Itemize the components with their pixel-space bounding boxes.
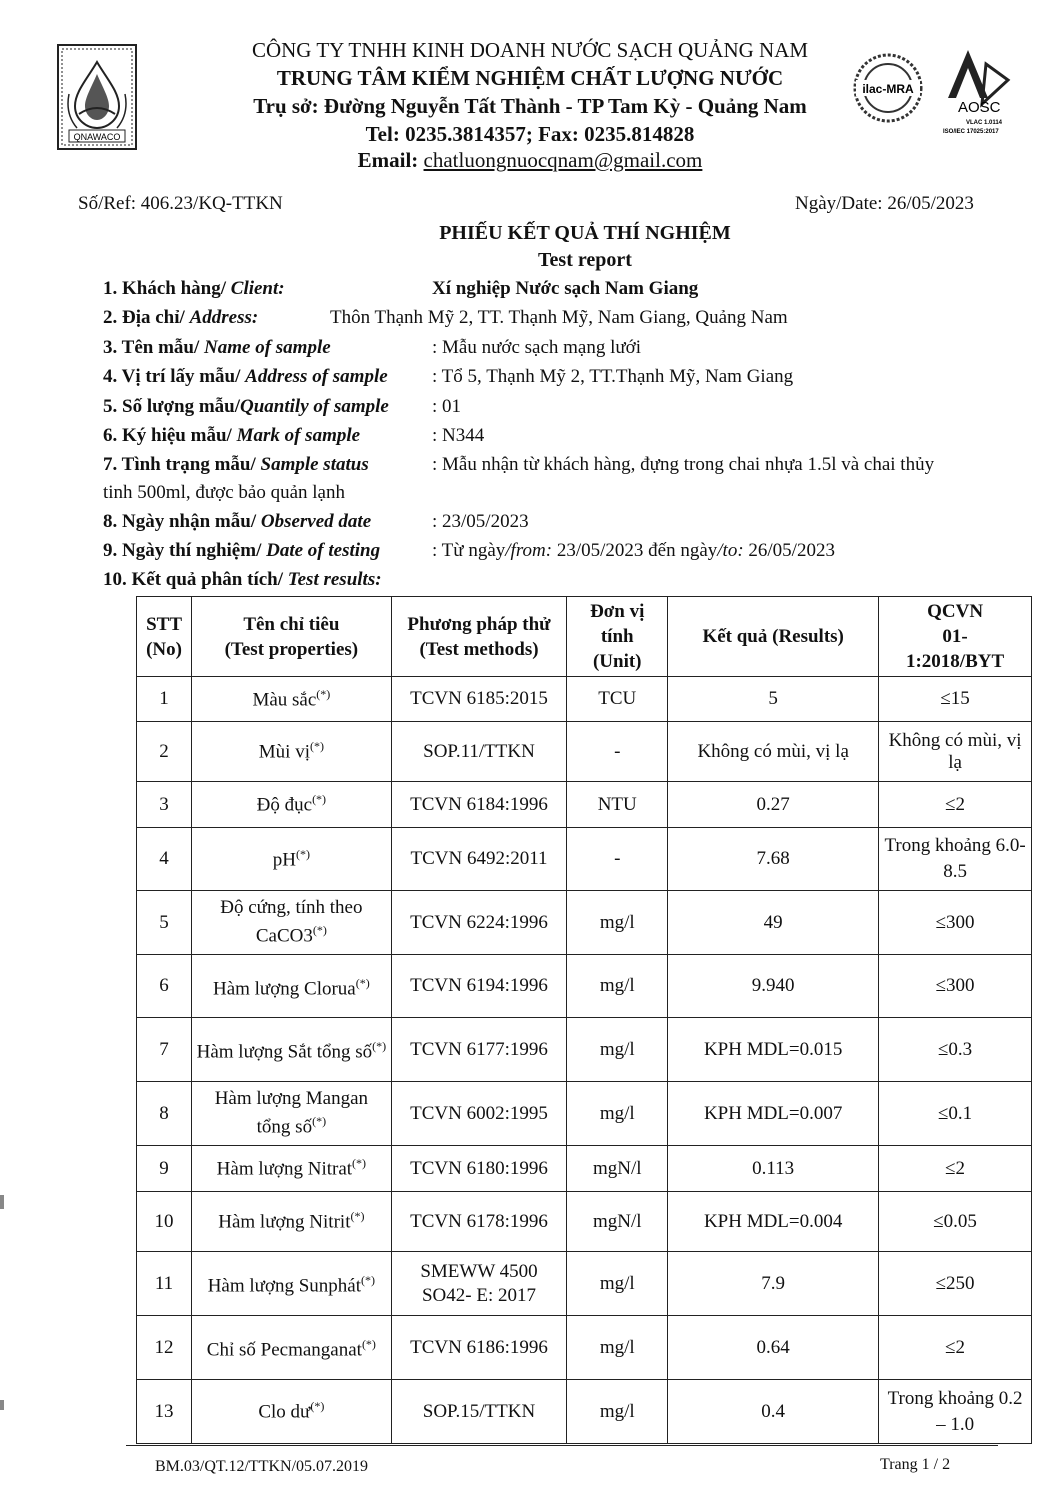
row-unit: mg/l <box>567 955 668 1018</box>
row-unit: NTU <box>567 782 668 828</box>
row-no: 1 <box>137 677 192 722</box>
row-method: TCVN 6186:1996 <box>391 1316 567 1380</box>
table-row <box>137 1316 1032 1380</box>
info-observed-date: 8. Ngày nhận mẫu/ Observed date <box>103 511 372 532</box>
row-limit: ≤300 <box>879 891 1032 955</box>
row-method: TCVN 6492:2011 <box>391 828 567 891</box>
row-no: 7 <box>137 1018 192 1082</box>
row-no: 12 <box>137 1316 192 1380</box>
company-address: Trụ sở: Đường Nguyễn Tất Thành - TP Tam Kỳ - Quảng Nam <box>253 94 807 118</box>
header-method: Phương pháp thử (Test methods) <box>391 597 567 677</box>
header-name: Tên chỉ tiêu (Test properties) <box>192 597 392 677</box>
row-result: 49 <box>668 891 879 955</box>
company-tel: Tel: 0235.3814357; Fax: 0235.814828 <box>365 122 695 146</box>
row-result: Không có mùi, vị lạ <box>668 722 879 782</box>
row-limit: ≤0.3 <box>879 1018 1032 1082</box>
row-limit: Trong khoảng 0.2 – 1.0 <box>879 1380 1032 1444</box>
reference-number: Số/Ref: 406.23/KQ-TTKN <box>78 193 283 214</box>
row-no: 8 <box>137 1082 192 1146</box>
row-method: SOP.11/TTKN <box>391 722 567 782</box>
testing-date-value: : Từ ngày/from: 23/05/2023 đến ngày/to: 26/05/2023 <box>432 540 835 561</box>
row-method: SOP.15/TTKN <box>391 1380 567 1444</box>
row-name: Hàm lượng Nitrit(*) <box>192 1192 392 1252</box>
row-unit: - <box>567 828 668 891</box>
row-result: 7.68 <box>668 828 879 891</box>
report-date: Ngày/Date: 26/05/2023 <box>795 193 974 214</box>
sample-mark-value: : N344 <box>432 425 485 446</box>
row-result: 7.9 <box>668 1252 879 1316</box>
company-name: CÔNG TY TNHH KINH DOANH NƯỚC SẠCH QUẢNG NAM <box>251 38 809 62</box>
row-limit: Không có mùi, vị lạ <box>879 722 1032 782</box>
ilac-text: ilac-MRA <box>862 82 914 96</box>
address-value: Thôn Thạnh Mỹ 2, TT. Thạnh Mỹ, Nam Giang, Quảng Nam <box>330 307 788 328</box>
table-row <box>137 1380 1032 1444</box>
row-name: Chỉ số Pecmanganat(*) <box>192 1316 392 1380</box>
row-unit: mg/l <box>567 1316 668 1380</box>
company-logo <box>57 44 137 150</box>
table-row <box>137 891 1032 955</box>
row-no: 13 <box>137 1380 192 1444</box>
table-row <box>137 1082 1032 1146</box>
row-unit: TCU <box>567 677 668 722</box>
sample-quantity-value: : 01 <box>432 396 462 417</box>
row-unit: mg/l <box>567 1380 668 1444</box>
sample-status-value: : Mẫu nhận từ khách hàng, đựng trong chai nhựa 1.5l và chai thủy <box>432 454 935 475</box>
row-unit: - <box>567 722 668 782</box>
row-unit: mg/l <box>567 1252 668 1316</box>
scan-edge-mark <box>0 1195 4 1209</box>
row-unit: mg/l <box>567 1018 668 1082</box>
scan-edge-mark <box>0 1400 4 1410</box>
row-result: KPH MDL=0.004 <box>668 1192 879 1252</box>
table-row <box>137 1018 1032 1082</box>
report-title-vi: PHIẾU KẾT QUẢ THÍ NGHIỆM <box>439 222 731 244</box>
row-limit: ≤0.1 <box>879 1082 1032 1146</box>
row-method: TCVN 6177:1996 <box>391 1018 567 1082</box>
aosc-text: AOSC <box>958 99 1001 116</box>
page-number: Trang 1 / 2 <box>880 1456 951 1473</box>
table-row <box>137 1146 1032 1192</box>
row-no: 6 <box>137 955 192 1018</box>
row-name: Hàm lượng Clorua(*) <box>192 955 392 1018</box>
header-stt: STT (No) <box>137 597 192 677</box>
row-unit: mgN/l <box>567 1146 668 1192</box>
form-code: BM.03/QT.12/TTKN/05.07.2019 <box>155 1458 369 1475</box>
table-row <box>137 722 1032 782</box>
report-title-en: Test report <box>538 249 632 271</box>
row-limit: ≤250 <box>879 1252 1032 1316</box>
table-header-row <box>137 597 1032 677</box>
row-unit: mg/l <box>567 891 668 955</box>
logo-text: QNAWACO <box>73 132 121 142</box>
info-client: 1. Khách hàng/ Client: <box>103 278 285 299</box>
row-method: TCVN 6224:1996 <box>391 891 567 955</box>
results-table <box>136 596 1032 1444</box>
header-unit: Đơn vị tính (Unit) <box>567 597 668 677</box>
row-method: TCVN 6184:1996 <box>391 782 567 828</box>
table-row <box>137 828 1032 891</box>
table-row <box>137 1192 1032 1252</box>
row-result: KPH MDL=0.015 <box>668 1018 879 1082</box>
row-result: KPH MDL=0.007 <box>668 1082 879 1146</box>
row-no: 11 <box>137 1252 192 1316</box>
sample-status-value-cont: tinh 500ml, được bảo quản lạnh <box>103 482 345 503</box>
row-result: 0.4 <box>668 1380 879 1444</box>
info-sample-mark: 6. Ký hiệu mẫu/ Mark of sample <box>103 425 361 446</box>
row-method: TCVN 6185:2015 <box>391 677 567 722</box>
info-testing-date: 9. Ngày thí nghiệm/ Date of testing <box>103 540 381 561</box>
row-no: 3 <box>137 782 192 828</box>
footer-divider <box>126 1445 998 1446</box>
info-sample-status: 7. Tình trạng mẫu/ Sample status <box>103 454 369 475</box>
ilac-mra-logo <box>855 55 921 121</box>
row-name: pH(*) <box>192 828 392 891</box>
header-result: Kết quả (Results) <box>668 597 879 677</box>
row-no: 9 <box>137 1146 192 1192</box>
table-row <box>137 782 1032 828</box>
row-no: 5 <box>137 891 192 955</box>
row-method: TCVN 6180:1996 <box>391 1146 567 1192</box>
row-unit: mg/l <box>567 1082 668 1146</box>
row-unit: mgN/l <box>567 1192 668 1252</box>
row-limit: ≤15 <box>879 677 1032 722</box>
row-name: Mùi vị(*) <box>192 722 392 782</box>
table-row <box>137 677 1032 722</box>
row-name: Hàm lượng Nitrat(*) <box>192 1146 392 1192</box>
sample-location-value: : Tổ 5, Thạnh Mỹ 2, TT.Thạnh Mỹ, Nam Giang <box>432 366 794 387</box>
row-method: TCVN 6178:1996 <box>391 1192 567 1252</box>
info-test-results: 10. Kết quả phân tích/ Test results: <box>103 569 382 590</box>
row-method: TCVN 6194:1996 <box>391 955 567 1018</box>
row-result: 0.113 <box>668 1146 879 1192</box>
info-address: 2. Địa chỉ/ Address: <box>103 307 259 328</box>
accreditation-logos <box>848 42 1018 138</box>
row-no: 4 <box>137 828 192 891</box>
row-no: 10 <box>137 1192 192 1252</box>
table-row <box>137 1252 1032 1316</box>
row-name: Màu sắc(*) <box>192 677 392 722</box>
row-method: SMEWW 4500 SO42- E: 2017 <box>391 1252 567 1316</box>
company-email-line <box>150 146 910 174</box>
row-limit: ≤2 <box>879 782 1032 828</box>
observed-date-value: : 23/05/2023 <box>432 511 529 532</box>
row-name: Độ cứng, tính theo CaCO3(*) <box>192 891 392 955</box>
name-text: Độ cứng, tính theo CaCO3 <box>220 897 363 947</box>
iso-text: ISO/IEC 17025:2017 <box>943 129 999 135</box>
row-name: Hàm lượng Sunphát(*) <box>192 1252 392 1316</box>
row-limit: ≤2 <box>879 1146 1032 1192</box>
row-limit: ≤2 <box>879 1316 1032 1380</box>
header-qcvn: QCVN 01- 1:2018/BYT <box>879 597 1032 677</box>
info-sample-name: 3. Tên mẫu/ Name of sample <box>103 337 331 358</box>
row-limit: ≤300 <box>879 955 1032 1018</box>
sample-name-value: : Mẫu nước sạch mạng lưới <box>432 337 642 358</box>
row-name: Hàm lượng Mangan tổng số(*) <box>192 1082 392 1146</box>
row-result: 9.940 <box>668 955 879 1018</box>
row-result: 0.27 <box>668 782 879 828</box>
aosc-logo <box>943 50 1008 135</box>
row-result: 0.64 <box>668 1316 879 1380</box>
email-label: Email: <box>357 148 424 172</box>
row-result: 5 <box>668 677 879 722</box>
client-value: Xí nghiệp Nước sạch Nam Giang <box>432 278 699 299</box>
row-no: 2 <box>137 722 192 782</box>
center-name: TRUNG TÂM KIỂM NGHIỆM CHẤT LƯỢNG NƯỚC <box>276 66 784 90</box>
row-name: Hàm lượng Sắt tổng số(*) <box>192 1018 392 1082</box>
vlac-text: VLAC 1.0114 <box>966 120 1003 126</box>
row-name: Clo dư(*) <box>192 1380 392 1444</box>
info-sample-quantity: 5. Số lượng mẫu/Quantily of sample <box>103 396 389 417</box>
row-limit: Trong khoảng 6.0-8.5 <box>879 828 1032 891</box>
row-method: TCVN 6002:1995 <box>391 1082 567 1146</box>
row-name: Độ đục(*) <box>192 782 392 828</box>
row-limit: ≤0.05 <box>879 1192 1032 1252</box>
email-link[interactable]: chatluongnuocqnam@gmail.com <box>423 148 703 172</box>
info-sample-location: 4. Vị trí lấy mẫu/ Address of sample <box>103 366 388 387</box>
table-row <box>137 955 1032 1018</box>
